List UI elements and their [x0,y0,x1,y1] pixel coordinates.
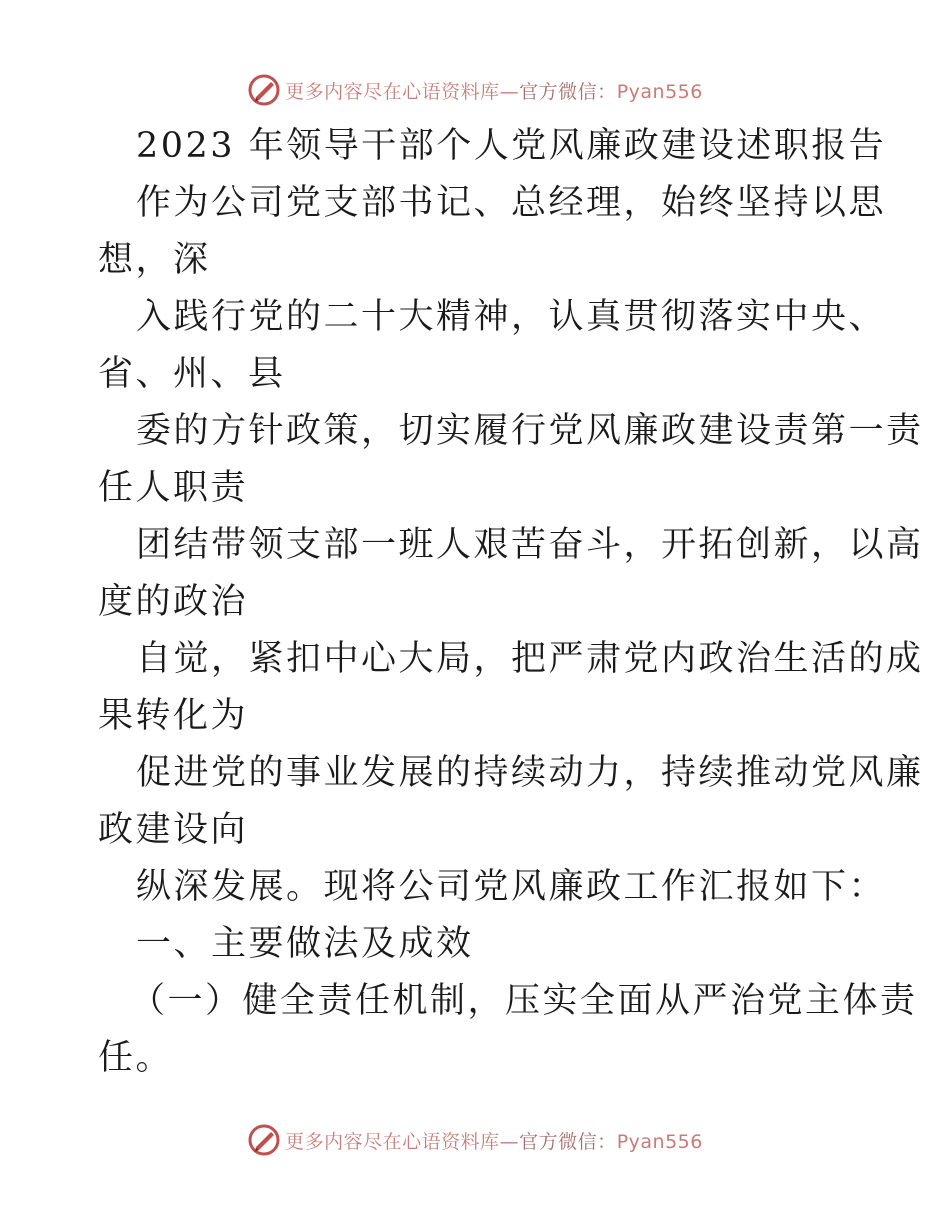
text-line: 省、州、县 [98,354,286,394]
dash: — [499,80,520,103]
watermark-header [0,70,950,110]
text-line: 入践行党的二十大精神，认真贯彻落实中央、 [136,297,887,337]
wechat-label: 官方微信： [519,1130,617,1153]
text-line: 自觉，紧扣中心大局，把严肃党内政治生活的成 [136,639,924,679]
text-line: 想，深 [98,240,211,280]
watermark-footer [0,1120,950,1160]
subsection-heading: （一）健全责任机制，压实全面从严治党主体责 [130,981,918,1021]
text-line: 政建设向 [98,810,249,850]
text-line: 委的方针政策，切实履行党风廉政建设责第一责 [136,411,924,451]
text-line: 任人职责 [98,468,249,508]
text-line: 果转化为 [98,696,249,736]
text-line: 纵深发展。现将公司党风廉政工作汇报如下： [136,867,887,907]
brand-text: 更多内容尽在心语资料库 [285,80,500,103]
text-line: 作为公司党支部书记、总经理，始终坚持以思 [136,183,887,223]
quill-pen-logo-icon [247,73,281,107]
text-line: 度的政治 [98,582,249,622]
section-heading: 一、主要做法及成效 [136,924,474,964]
watermark-text [285,77,703,104]
wechat-id: Pyan556 [616,1130,703,1153]
text-line: 促进党的事业发展的持续动力，持续推动党风廉 [136,753,924,793]
dash: — [499,1130,520,1153]
quill-pen-logo-icon [247,1123,281,1157]
wechat-label: 官方微信： [519,80,617,103]
document-title: 2023 年领导干部个人党风廉政建设述职报告 [136,126,887,166]
wechat-id: Pyan556 [616,80,703,103]
brand-text: 更多内容尽在心语资料库 [285,1130,500,1153]
text-line: 团结带领支部一班人艰苦奋斗，开拓创新，以高 [136,525,924,565]
text-line: 任。 [98,1038,174,1078]
watermark-text [285,1127,703,1154]
